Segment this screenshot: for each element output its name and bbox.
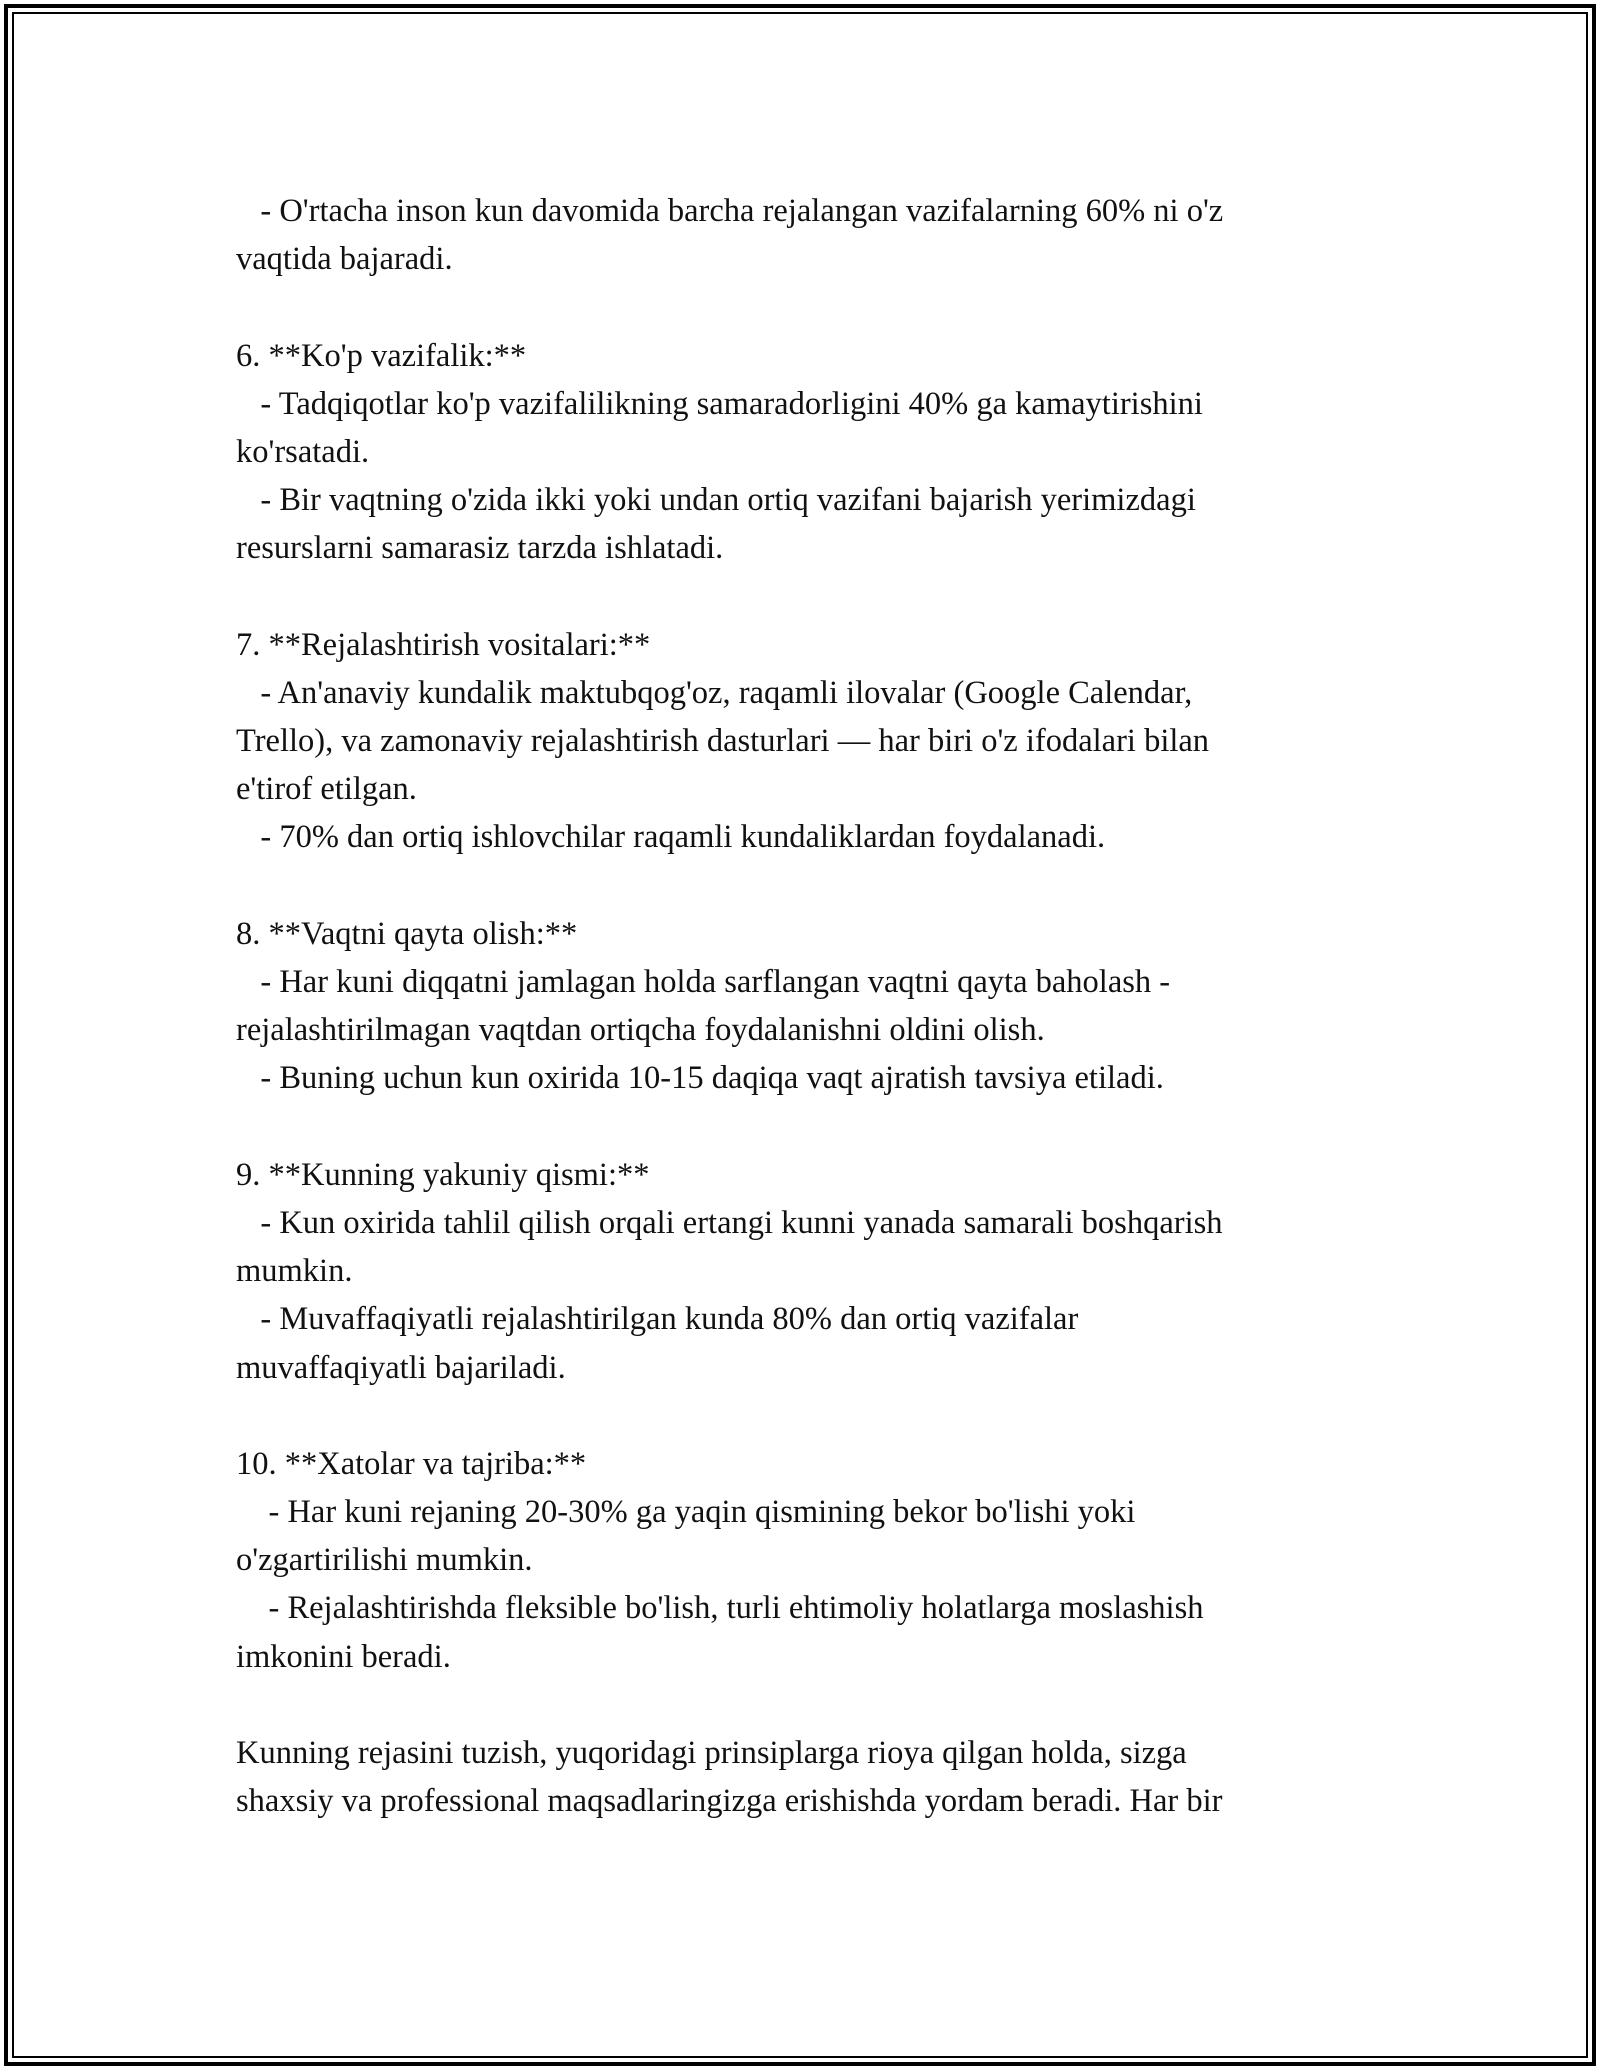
text-line: - Muvaffaqiyatli rejalashtirilgan kunda 80% dan ortiq vazifalar [236,1301,1079,1338]
text-line: vaqtida bajaradi. [236,241,453,278]
text-line: - O'rtacha inson kun davomida barcha rejalangan vazifalarning 60% ni o'z [236,193,1224,229]
conclusion-line: Kunning rejasini tuzish, yuqoridagi prinsiplarga rioya qilgan holda, sizga [236,1735,1187,1771]
blank-line [236,1681,1366,1729]
blank-line [236,1392,1366,1440]
text-line: e'tirof etilgan. [236,771,417,808]
text-line: imkonini beradi. [236,1638,451,1675]
blank-line [236,283,1366,331]
blank-line [236,573,1366,621]
text-line: - Tadqiqotlar ko'p vazifalilikning samaradorligini 40% ga kamaytirishini [236,385,1203,422]
text-line: - Bir vaqtning o'zida ikki yoki undan ortiq vazifani bajarish yerimizdagi [236,482,1196,519]
text-line: - 70% dan ortiq ishlovchilar raqamli kundaliklardan foydalanadi. [236,819,1106,856]
text-line: - Har kuni diqqatni jamlagan holda sarflangan vaqtni qayta baholash - [236,964,1171,1000]
text-line: - Kun oxirida tahlil qilish orqali ertangi kunni yanada samarali boshqarish [236,1204,1223,1241]
section-heading: 10. **Xatolar va tajriba:** [236,1445,587,1482]
text-line: - An'anaviy kundalik maktubqog'oz, raqamli ilovalar (Google Calendar, [236,674,1193,711]
section-heading: 8. **Vaqtni qayta olish:** [236,915,578,952]
text-line: ko'rsatadi. [236,433,370,470]
section-heading: 7. **Rejalashtirish vositalari:** [236,626,651,663]
text-line: - Rejalashtirishda fleksible bo'lish, turli ehtimoliy holatlarga moslashish [236,1590,1204,1627]
text-line: mumkin. [236,1253,353,1290]
text-line: Trello), va zamonaviy rejalashtirish dasturlari — har biri o'z ifodalari bilan [236,723,1210,760]
text-line: - Har kuni rejaning 20-30% ga yaqin qismining bekor bo'lishi yoki [236,1494,1136,1531]
text-line: resurslarni samarasiz tarzda ishlatadi. [236,530,724,567]
conclusion-line: shaxsiy va professional maqsadlaringizga erishishda yordam beradi. Har bir [236,1783,1223,1820]
document-body [236,187,1366,1825]
blank-line [236,862,1366,910]
section-heading: 6. **Ko'p vazifalik:** [236,337,527,374]
text-line: muvaffaqiyatli bajariladi. [236,1349,566,1386]
text-line: rejalashtirilmagan vaqtdan ortiqcha foydalanishni oldini olish. [236,1012,1045,1049]
text-line: o'zgartirilishi mumkin. [236,1542,533,1579]
blank-line [236,1103,1366,1151]
text-line: - Buning uchun kun oxirida 10-15 daqiqa vaqt ajratish tavsiya etiladi. [236,1060,1164,1097]
section-heading: 9. **Kunning yakuniy qismi:** [236,1156,650,1193]
